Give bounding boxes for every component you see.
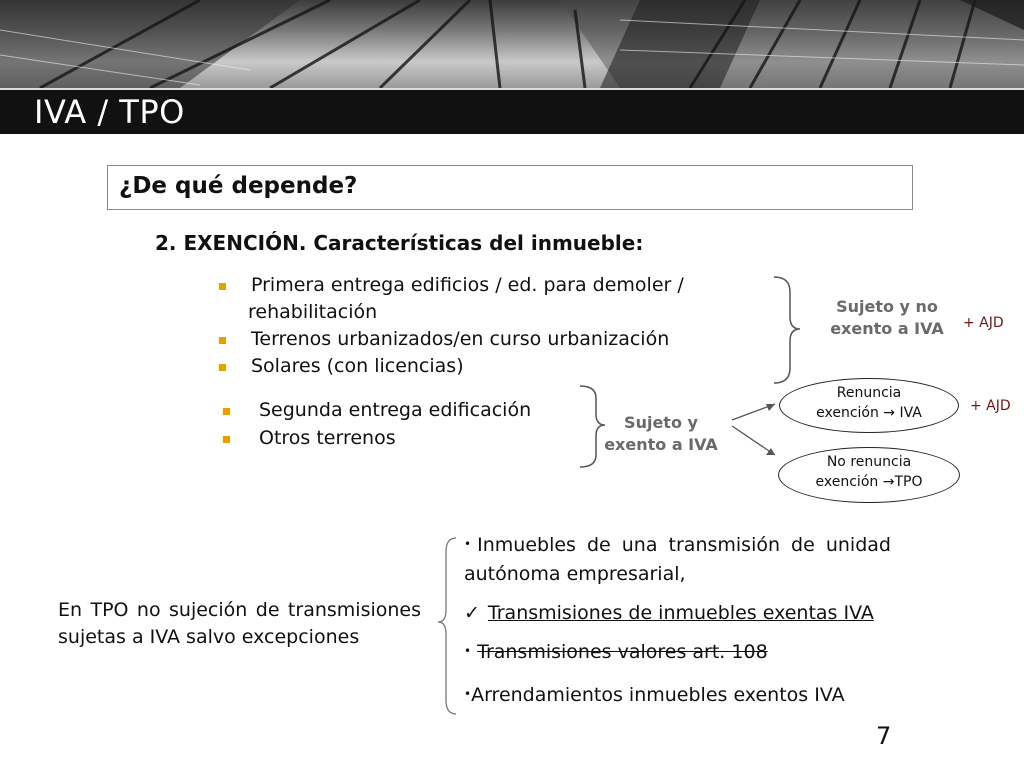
exception-item-2	[464, 600, 959, 627]
bullet-marker	[223, 436, 230, 443]
group1-item-1: Primera entrega edificios / ed. para demoler /	[251, 274, 684, 296]
tpo-paragraph: En TPO no sujeción de transmisiones sujetas a IVA salvo excepciones	[58, 599, 421, 648]
no-renuncia-line-1: No renuncia	[826, 454, 912, 470]
bullet-marker	[223, 408, 230, 415]
exceptions-list	[464, 532, 959, 711]
brace-exceptions	[438, 538, 456, 714]
bullet-marker	[219, 283, 226, 290]
group1-item-3: Solares (con licencias)	[251, 355, 464, 377]
label-sujeto-exento	[586, 413, 736, 454]
label-line: exento a IVA	[830, 319, 944, 338]
no-renuncia-ellipse	[778, 447, 960, 503]
group2-item-1: Segunda entrega edificación	[259, 399, 532, 421]
title-bar	[0, 88, 1024, 134]
renuncia-ellipse	[779, 378, 959, 433]
renuncia-line-1: Renuncia	[836, 385, 902, 401]
group1-item-2: Terrenos urbanizados/en curso urbanización	[251, 328, 670, 350]
group1-item-1-cont: rehabilitación	[248, 301, 378, 323]
header-banner-image	[0, 0, 1024, 88]
question-text: ¿De qué depende?	[119, 173, 358, 199]
arrow-to-renuncia	[732, 404, 775, 420]
section-heading: 2. EXENCIÓN. Características del inmueble:	[155, 231, 644, 255]
exception-item-1-line-2: autónoma empresarial,	[464, 563, 686, 585]
exception-item-3: • Transmisiones valores art. 108	[464, 641, 768, 663]
renuncia-line-2: exención → IVA	[816, 405, 922, 421]
label-line: exento a IVA	[604, 435, 718, 454]
brace-group1	[774, 277, 800, 383]
exception-item-2-text: Transmisiones de inmuebles exentas IVA	[487, 602, 874, 624]
page-number: 7	[876, 722, 892, 750]
label-sujeto-no-exento	[812, 297, 962, 338]
ajd-label-2: + AJD	[970, 398, 1011, 414]
slide-title: IVA / TPO	[34, 93, 185, 131]
exception-item-1: • Inmuebles de una transmisión de unidad autónoma empresarial,	[464, 534, 891, 585]
no-renuncia-line-2: exención →TPO	[815, 474, 923, 490]
arrow-to-no-renuncia	[732, 426, 775, 455]
question-box	[107, 165, 913, 210]
bullet-marker	[219, 337, 226, 344]
exception-item-4: •Arrendamientos inmuebles exentos IVA	[464, 684, 845, 706]
bullet-marker	[219, 364, 226, 371]
exception-item-1-line-1: Inmuebles de una transmisión de unidad	[477, 534, 891, 556]
exception-item-4-text: Arrendamientos inmuebles exentos IVA	[471, 684, 845, 706]
label-line: Sujeto y	[624, 413, 698, 432]
check-icon: ✓	[464, 602, 480, 624]
exception-item-3-text: Transmisiones valores art. 108	[477, 641, 768, 663]
ajd-label-1: + AJD	[963, 315, 1004, 331]
label-line: Sujeto y no	[836, 297, 938, 316]
group2-item-2: Otros terrenos	[259, 427, 396, 449]
